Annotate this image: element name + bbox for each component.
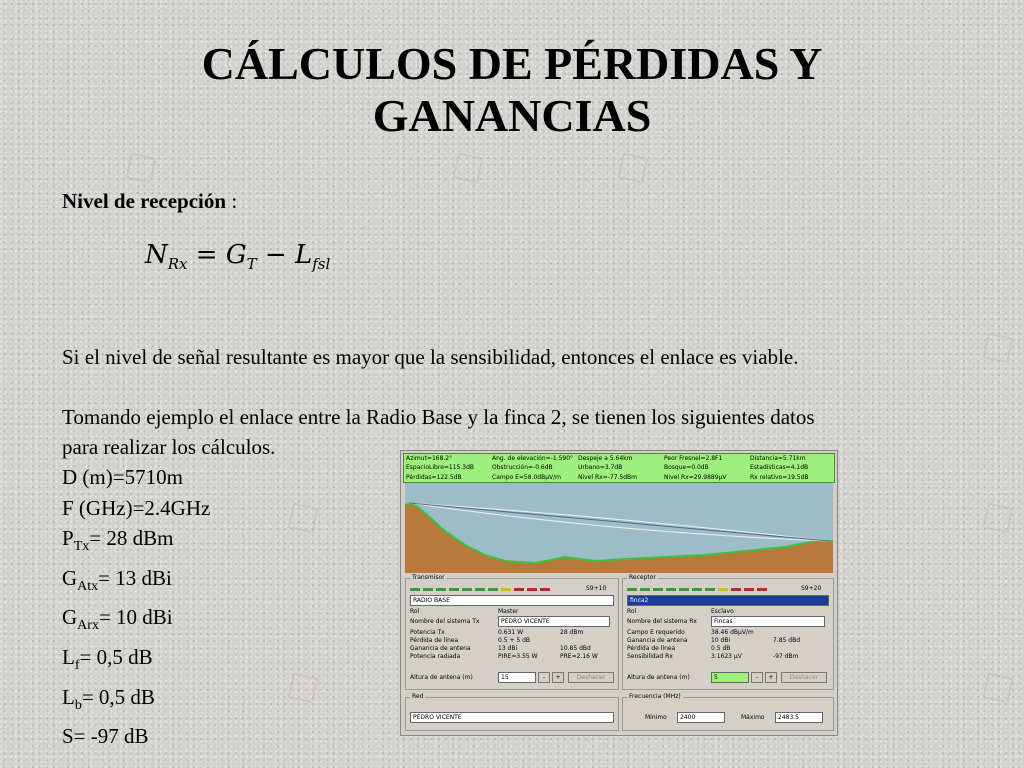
tx-row-value-2: 28 dBm [560, 629, 584, 636]
min-frequency-input[interactable] [677, 712, 725, 723]
rx-row-key: Sensibilidad Rx [627, 653, 673, 660]
data-lf [62, 642, 210, 682]
stat-cell: Rx relativo=19.5dB [750, 473, 809, 481]
tx-row-value-2: PRE=2.16 W [560, 653, 598, 660]
network-label: Red [412, 693, 424, 700]
tx-row [410, 629, 583, 636]
stat-cell: EspacioLibre=115.3dB [406, 464, 475, 472]
ptx-symbol: P [62, 526, 74, 550]
nivel-colon: : [226, 189, 238, 213]
formula-g: G [225, 240, 247, 270]
rx-row-value: 38.46 dBµV/m [711, 629, 754, 636]
garx-symbol: G [62, 605, 78, 630]
stat-cell: Nivel Rx=-77.5dBm [578, 473, 638, 481]
background-ornament [288, 503, 319, 534]
stat-cell: Despeje a 5.64km [578, 455, 633, 462]
lf-symbol: L [62, 645, 75, 670]
rx-height-decrement-button[interactable]: - [751, 672, 763, 683]
rx-height-label: Altura de antena (m) [627, 674, 690, 681]
receiver-panel [622, 574, 834, 690]
tx-height-input[interactable] [498, 672, 536, 683]
tx-row-key: Potencia radiada [410, 653, 461, 660]
background-ornament [983, 503, 1014, 534]
background-ornament [288, 673, 319, 704]
tx-station-value: RADIO BASE [413, 597, 450, 604]
gatx-sub: Atx [77, 578, 99, 594]
tx-row-key: Pérdida de línea [410, 637, 459, 644]
formula-equals: = [187, 240, 226, 270]
rx-row-value: 10 dBi [711, 637, 731, 644]
formula-minus: − [256, 240, 295, 270]
transmitter-label: Transmisor [412, 574, 445, 581]
rx-undo-button[interactable]: Deshacer [781, 672, 827, 683]
network-select[interactable] [410, 712, 614, 723]
tx-row [410, 653, 598, 660]
garx-sub: Arx [77, 618, 99, 634]
rx-row-key: Campo E requerido [627, 629, 685, 636]
gatx-value: = 13 dBi [98, 565, 172, 590]
tx-row-value: 13 dBi [498, 645, 518, 652]
stat-cell: Pérdidas=122.5dB [406, 473, 462, 481]
tx-row-value: 0.631 W [498, 629, 524, 636]
data-frequency: F (GHz)=2.4GHz [62, 495, 211, 520]
rx-height-increment-button[interactable]: + [765, 672, 777, 683]
frequency-label: Frecuencia (MHz) [629, 693, 681, 700]
lb-sub: b [74, 697, 82, 713]
rx-station-value: finca2 [630, 597, 649, 604]
tx-rol-value: Master [498, 608, 519, 615]
nivel-label: Nivel de recepción [62, 189, 227, 213]
link-stats-bar [403, 453, 835, 483]
ptx-value: = 28 dBm [89, 526, 174, 550]
gatx-symbol: G [62, 565, 78, 590]
background-ornament [618, 153, 649, 184]
rx-signal-meter [627, 586, 770, 592]
tx-station-select[interactable] [410, 595, 614, 606]
tx-row-key: Potencia Tx [410, 629, 445, 636]
rx-rol-value: Esclavo [711, 608, 734, 615]
tx-height-increment-button[interactable]: + [552, 672, 564, 683]
tx-system-value: PEDRO VICENTE [501, 618, 550, 625]
ptx-sub: Tx [73, 539, 90, 555]
lb-value: = 0,5 dB [81, 684, 155, 709]
stat-cell: Bosque=0.0dB [664, 464, 709, 472]
rx-row-key: Pérdida de línea [627, 645, 676, 652]
tx-height-value: 15 [501, 674, 509, 681]
paragraph-1: Si el nivel de señal resultante es mayor que la sensibilidad, entonces el enlace es viable. [62, 345, 799, 369]
page-title [0, 38, 1024, 142]
tx-meter-reading: S9+10 [586, 585, 607, 592]
max-frequency-value: 2483.5 [778, 714, 799, 721]
formula-l-sub: fsl [312, 255, 331, 274]
tx-height-label: Altura de antena (m) [410, 674, 473, 681]
rx-rol-label: Rol [627, 608, 637, 615]
stat-cell: Obstrucción=-0.6dB [492, 464, 553, 472]
network-value: PEDRO VICENTE [413, 714, 462, 721]
stat-cell: Distancia=5.71km [750, 455, 806, 462]
formula-g-sub: T [246, 255, 257, 274]
paragraph-2-line-1: Tomando ejemplo el enlace entre la Radio Base y la finca 2, se tienen los siguientes datos [62, 405, 815, 429]
title-line-2: GANANCIAS [372, 90, 652, 141]
tx-row-value: PIRE=3.55 W [498, 653, 538, 660]
data-distance: D (m)=5710m [62, 465, 183, 489]
background-ornament [126, 153, 157, 184]
max-frequency-input[interactable] [775, 712, 823, 723]
min-label: Mínimo [645, 714, 667, 721]
tx-row [410, 645, 591, 652]
rx-row [627, 629, 773, 636]
max-label: Máximo [741, 714, 765, 721]
tx-system-label: Nombre del sistema Tx [410, 618, 480, 625]
rx-height-input[interactable] [711, 672, 749, 683]
rx-row [627, 637, 800, 644]
background-ornament [453, 153, 484, 184]
background-ornament [983, 333, 1014, 364]
tx-row-value: 0.5 + 5 dB [498, 637, 531, 644]
receiver-label: Receptor [629, 574, 656, 581]
network-panel [405, 693, 619, 731]
stat-cell: Azimut=168.2° [406, 455, 453, 462]
rx-system-select[interactable] [711, 616, 825, 627]
rx-row [627, 653, 798, 660]
lf-value: = 0,5 dB [79, 645, 153, 670]
tx-rol-label: Rol [410, 608, 420, 615]
tx-height-decrement-button[interactable]: - [538, 672, 550, 683]
frequency-panel [622, 693, 834, 731]
tx-signal-meter [410, 586, 553, 592]
rx-meter-reading: S9+20 [801, 585, 822, 592]
tx-system-select[interactable] [498, 616, 610, 627]
rx-row-value: 0.5 dB [711, 645, 731, 652]
rx-system-value: Fincas [714, 618, 733, 625]
tx-row-key: Ganancia de antena [410, 645, 471, 652]
tx-row-value-2: 10.85 dBd [560, 645, 591, 652]
terrain-profile [405, 483, 833, 573]
rx-row-value-2: 7.85 dBd [773, 637, 800, 644]
rx-row-value: 3.1623 µV [711, 653, 742, 660]
formula-l: L [294, 240, 313, 270]
radio-link-window [400, 450, 838, 736]
rx-row [627, 645, 773, 652]
data-garx [62, 602, 210, 642]
tx-row [410, 637, 560, 644]
title-line-1: CÁLCULOS DE PÉRDIDAS Y [201, 38, 823, 89]
rx-height-value: 5 [714, 674, 718, 681]
lb-symbol: L [62, 684, 75, 709]
rx-system-label: Nombre del sistema Rx [627, 618, 697, 625]
stat-cell: Peor Fresnel=2.8F1 [664, 455, 723, 462]
background-ornament [983, 673, 1014, 704]
tx-undo-button[interactable]: Deshacer [568, 672, 614, 683]
nivel-heading [62, 186, 237, 216]
data-sensitivity: S= -97 dB [62, 724, 149, 749]
transmitter-panel [405, 574, 619, 690]
stat-cell: Urbano=3.7dB [578, 464, 623, 472]
min-frequency-value: 2400 [680, 714, 696, 721]
data-gatx [62, 563, 210, 603]
rx-row-key: Ganancia de antena [627, 637, 688, 644]
rx-station-select[interactable] [627, 595, 829, 606]
formula-n: N [145, 240, 168, 270]
rx-row-value-2: -97 dBm [773, 653, 799, 660]
stat-cell: Campo E=58.0dBµV/m [492, 473, 561, 481]
stat-cell: Nivel Rx=29.9889µV [664, 473, 727, 481]
garx-value: = 10 dBi [98, 605, 173, 630]
data-ptx [62, 523, 210, 563]
lf-sub: f [74, 658, 80, 674]
formula-n-sub: Rx [167, 255, 188, 274]
formula [145, 240, 330, 273]
stat-cell: Ang. de elevación=-1.590° [492, 455, 574, 462]
paragraph-2-line-2: para realizar los cálculos. [62, 435, 276, 459]
data-lb [62, 682, 210, 722]
stat-cell: Estadísticas=4.1dB [750, 464, 809, 472]
data-list [62, 462, 210, 752]
